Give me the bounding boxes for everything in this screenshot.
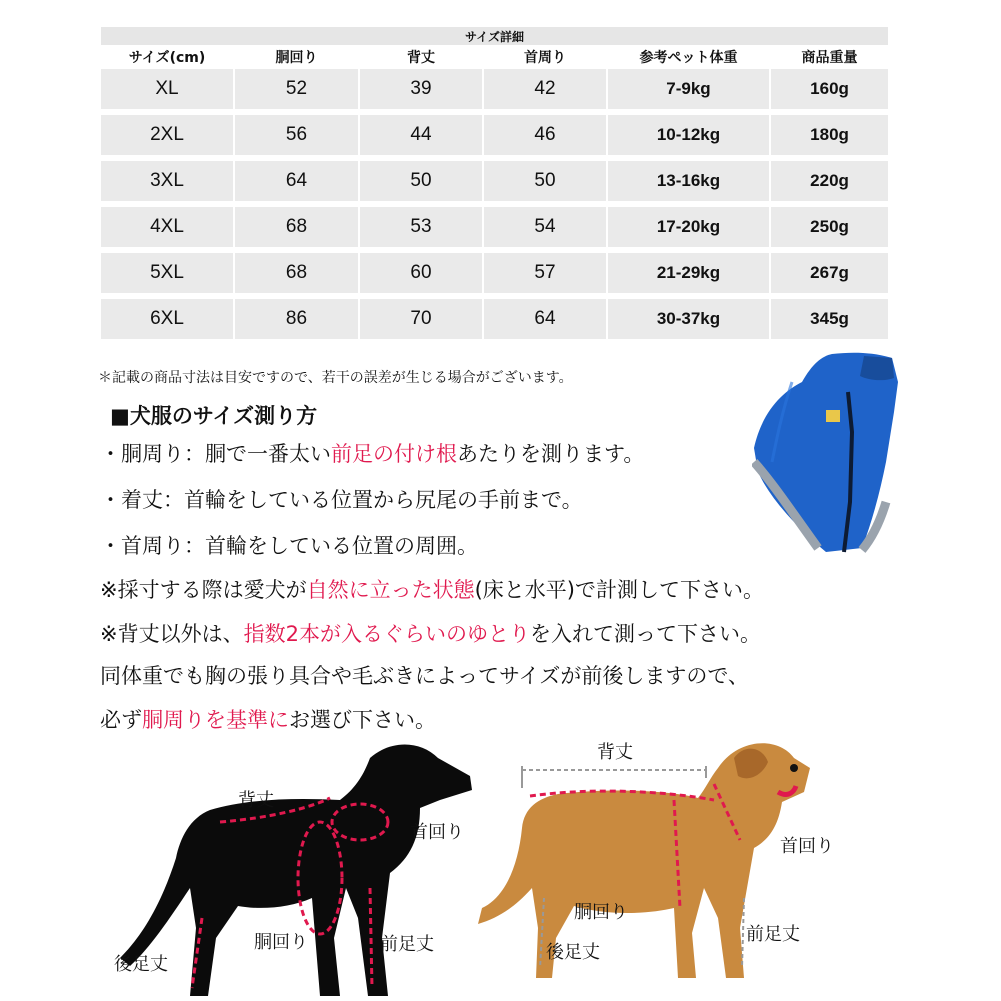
cell-back: 53: [359, 207, 483, 247]
text-plain: ・胴周り：胴で一番太い: [100, 442, 331, 466]
cell-pet-weight: 7-9kg: [607, 69, 770, 109]
cell-back: 50: [359, 161, 483, 201]
cell-size: 3XL: [101, 161, 234, 201]
cell-girth: 56: [234, 115, 359, 155]
text-highlight: 前足の付け根: [331, 442, 457, 466]
cell-product-weight: 180g: [770, 115, 888, 155]
cell-back: 70: [359, 299, 483, 339]
cell-back: 44: [359, 115, 483, 155]
cell-size: 4XL: [101, 207, 234, 247]
guide-heading: ■犬服のサイズ測り方: [110, 404, 318, 428]
text-plain: ※背丈以外は、: [100, 622, 244, 646]
cell-product-weight: 345g: [770, 299, 888, 339]
col-back: 背丈: [359, 45, 483, 69]
cell-neck: 50: [483, 161, 607, 201]
cell-pet-weight: 10-12kg: [607, 115, 770, 155]
left-neck-label: 首回り: [410, 822, 464, 843]
cell-product-weight: 250g: [770, 207, 888, 247]
cell-product-weight: 160g: [770, 69, 888, 109]
cell-pet-weight: 17-20kg: [607, 207, 770, 247]
cell-neck: 46: [483, 115, 607, 155]
cell-pet-weight: 30-37kg: [607, 299, 770, 339]
disclaimer-note: ＊記載の商品寸法は目安ですので、若干の誤差が生じる場合がございます。: [98, 370, 573, 386]
cell-neck: 57: [483, 253, 607, 293]
text-highlight: 自然に立った状態: [306, 578, 475, 602]
text-plain: ※採寸する際は愛犬が: [100, 578, 307, 602]
table-row: [101, 207, 888, 247]
table-caption: サイズ詳細: [101, 27, 888, 45]
left-front-leg-label: 前足丈: [380, 934, 434, 955]
cell-size: 2XL: [101, 115, 234, 155]
guide-girth-line: [100, 438, 644, 468]
cell-size: XL: [101, 69, 234, 109]
cell-pet-weight: 21-29kg: [607, 253, 770, 293]
cell-neck: 42: [483, 69, 607, 109]
right-back-label: 背丈: [597, 742, 633, 763]
cell-girth: 68: [234, 207, 359, 247]
col-size: サイズ(cm): [101, 45, 234, 69]
text-plain: (床と水平)で計測して下さい。: [474, 578, 764, 602]
text-plain: あたりを測ります。: [457, 442, 645, 466]
cell-size: 5XL: [101, 253, 234, 293]
cell-product-weight: 220g: [770, 161, 888, 201]
black-dog-silhouette: [120, 738, 480, 1000]
text-plain: 必ず: [100, 708, 142, 732]
cell-size: 6XL: [101, 299, 234, 339]
cell-product-weight: 267g: [770, 253, 888, 293]
guide-standing-note: [100, 574, 764, 604]
table-row: [101, 299, 888, 339]
guide-allowance-note: [100, 618, 761, 648]
right-neck-label: 首回り: [780, 836, 834, 857]
col-neck: 首周り: [483, 45, 607, 69]
dog-jacket-image: [752, 352, 902, 560]
table-row: [101, 115, 888, 155]
golden-retriever-photo: [478, 728, 838, 998]
guide-neck-line: ・首周り：首輪をしている位置の周囲。: [100, 534, 478, 558]
guide-weight-note: 同体重でも胸の張り具合や毛ぶきによってサイズが前後しますので、: [100, 664, 749, 688]
col-product-weight: 商品重量: [770, 45, 888, 69]
left-hind-leg-label: 後足丈: [114, 954, 168, 975]
cell-girth: 68: [234, 253, 359, 293]
text-highlight: 胴周りを基準に: [142, 708, 289, 732]
cell-girth: 64: [234, 161, 359, 201]
cell-neck: 64: [483, 299, 607, 339]
size-table: [101, 27, 888, 339]
right-front-leg-label: 前足丈: [746, 924, 800, 945]
left-girth-label: 胴回り: [254, 932, 308, 953]
table-header-row: [101, 45, 888, 69]
table-row: [101, 253, 888, 293]
text-plain: を入れて測って下さい。: [529, 622, 761, 646]
left-back-label: 背丈: [238, 790, 274, 811]
table-row: [101, 161, 888, 201]
guide-choose-note: [100, 704, 436, 734]
cell-girth: 52: [234, 69, 359, 109]
table-row: [101, 69, 888, 109]
right-girth-label: 胴回り: [574, 902, 628, 923]
cell-neck: 54: [483, 207, 607, 247]
cell-back: 60: [359, 253, 483, 293]
text-plain: お選び下さい。: [289, 708, 436, 732]
text-highlight: 指数2本が入るぐらいのゆとり: [243, 622, 530, 646]
guide-length-line: ・着丈：首輪をしている位置から尻尾の手前まで。: [100, 488, 583, 512]
col-girth: 胴回り: [234, 45, 359, 69]
cell-back: 39: [359, 69, 483, 109]
right-hind-leg-label: 後足丈: [546, 942, 600, 963]
col-pet-weight: 参考ペット体重: [607, 45, 770, 69]
cell-pet-weight: 13-16kg: [607, 161, 770, 201]
cell-girth: 86: [234, 299, 359, 339]
